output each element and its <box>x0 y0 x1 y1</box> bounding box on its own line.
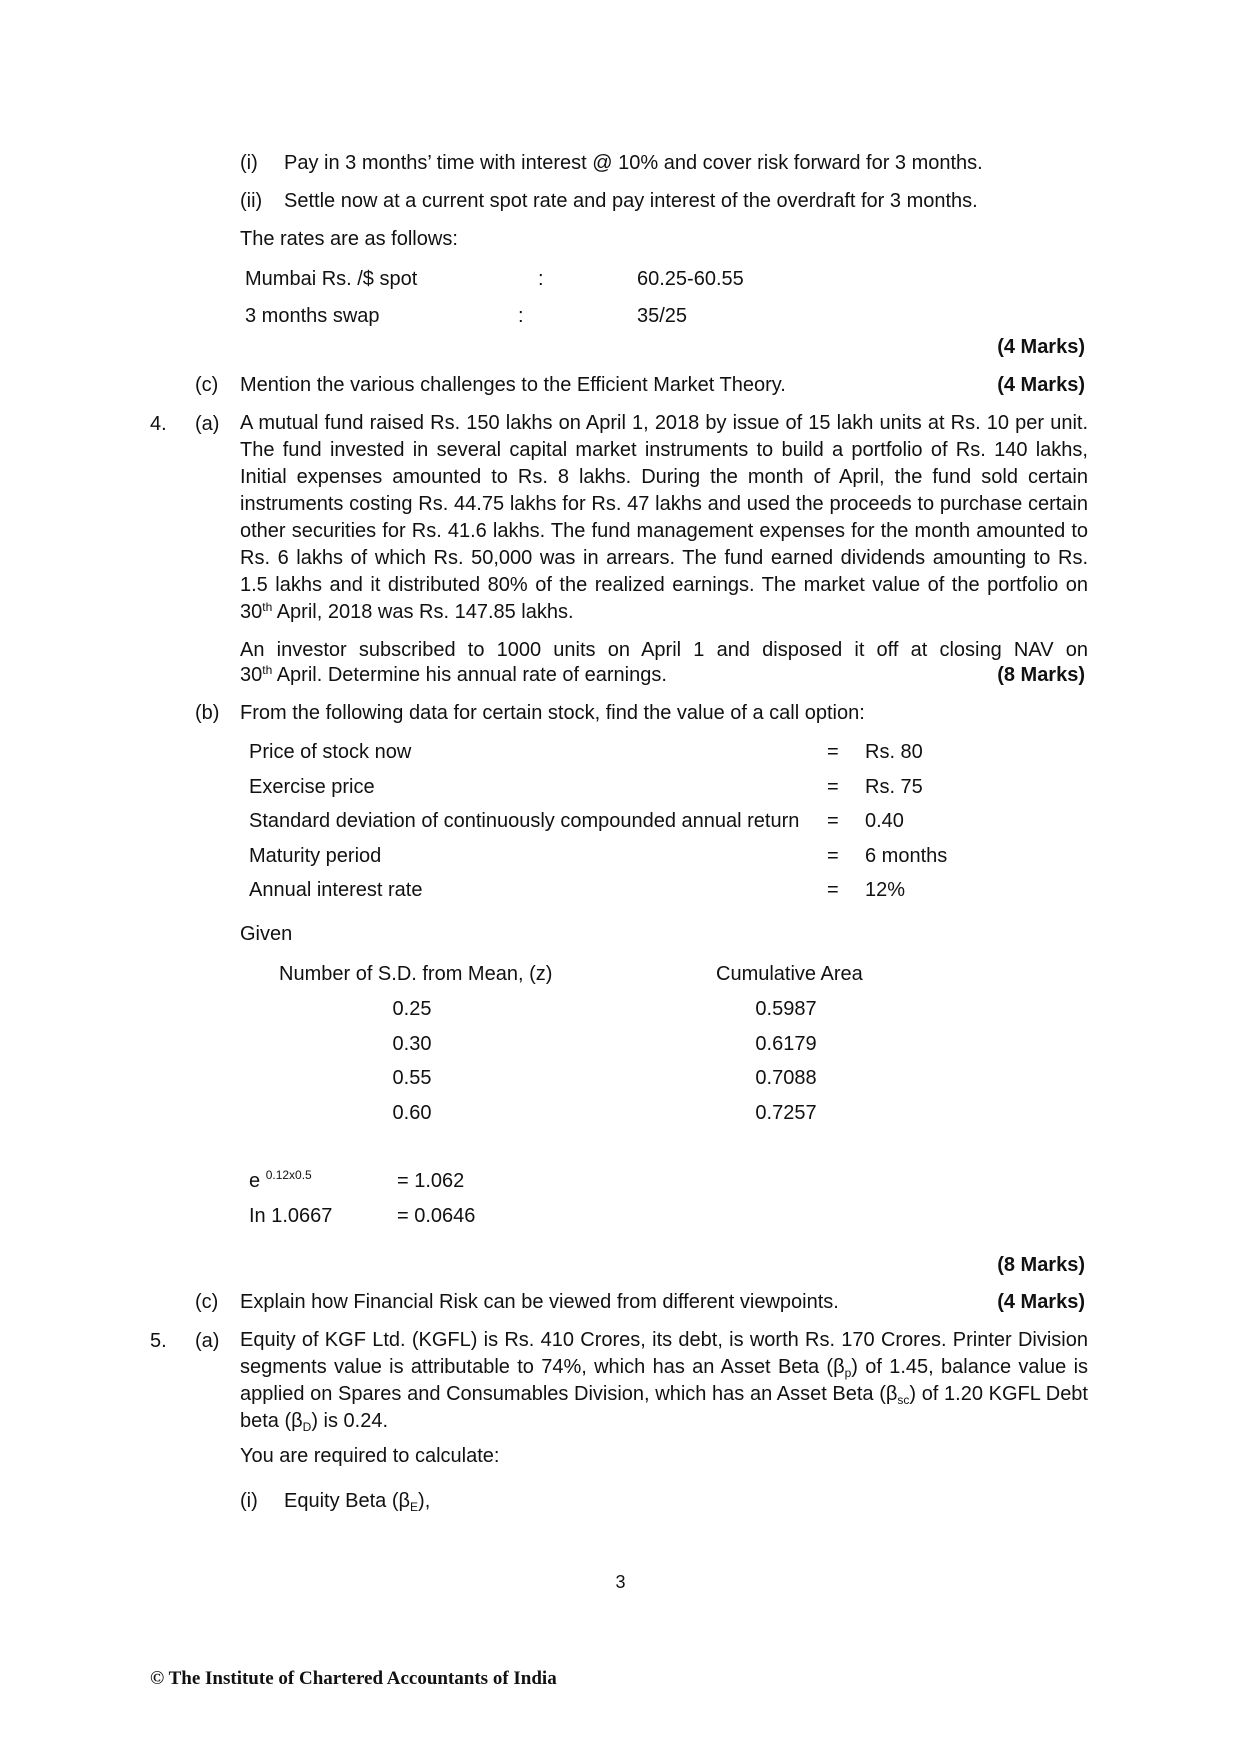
equals-sign: = <box>827 741 839 763</box>
log-value: = 0.0646 <box>397 1205 476 1227</box>
table-cell: 0.7257 <box>755 1102 817 1124</box>
rate-label: Mumbai Rs. /$ spot <box>245 268 418 290</box>
table-cell: 0.5987 <box>755 998 817 1020</box>
given-label: Given <box>240 923 293 945</box>
instruction-text: You are required to calculate: <box>240 1445 500 1467</box>
exponent-value: = 1.062 <box>397 1170 465 1192</box>
data-label: Maturity period <box>249 845 382 867</box>
exponent-expression: e $^{0.12x0.5}$ <box>249 1168 312 1192</box>
question-part-label: (c) <box>195 1291 219 1313</box>
data-label: Exercise price <box>249 776 375 798</box>
data-label: Standard deviation of continuously compounded annual return <box>249 810 800 832</box>
data-value: 0.40 <box>865 810 904 832</box>
table-cell: 0.25 <box>392 998 432 1020</box>
table-cell: 0.6179 <box>755 1033 817 1055</box>
equals-sign: = <box>827 776 839 798</box>
data-value: 6 months <box>865 845 948 867</box>
rate-value: 60.25-60.55 <box>637 268 744 290</box>
question-paragraph: A mutual fund raised Rs. 150 lakhs on April 1, 2018 by issue of 15 lakh units at Rs. 10 per unit. The fund invested in several capital market instruments to build a portfolio of Rs. 140 lakhs, Initial expenses amounted to Rs. 8 lakhs. During the month of April, the fund sold certain instruments costing Rs. 44.75 lakhs for Rs. 47 lakhs and used the proceeds to purchase certain other securities for Rs. 41.6 lakhs. The fund management expenses for the month amounted to Rs. 6 lakhs of which Rs. 50,000 was in arrears. The fund earned dividends amounting to Rs. 1.5 lakhs and it distributed 80% of the realized earnings. The market value of the portfolio on 30th April, 2018 was Rs. 147.85 lakhs. <box>240 412 1088 623</box>
marks-label: (8 Marks) <box>997 1254 1085 1276</box>
question-part-label: (c) <box>195 374 219 396</box>
equals-sign: = <box>827 879 839 901</box>
option-ii-label: (ii) <box>240 190 263 212</box>
question-paragraph: Equity of KGF Ltd. (KGFL) is Rs. 410 Crores, its debt, is worth Rs. 170 Crores. Printer Division segments value is attributable to 74%, which has an Asset Beta $(\beta_p)$ of 1.45, balance value is applied on Spares and Consumables Division, which has an Asset Beta $(\beta_{sc})$ of 1.20 KGFL Debt beta $(\beta_D)$ is 0.24. <box>240 1329 1089 1434</box>
copyright-footer: © The Institute of Chartered Accountants of India <box>150 1668 557 1689</box>
marks-label: (8 Marks) <box>997 664 1085 686</box>
data-label: Annual interest rate <box>249 879 423 901</box>
log-expression: In 1.0667 <box>249 1205 333 1227</box>
question-number: 5. <box>150 1330 167 1352</box>
question-paragraph-line: 30th April. Determine his annual rate of earnings. <box>240 663 667 686</box>
equals-sign: = <box>827 845 839 867</box>
option-i-text: Pay in 3 months’ time with interest @ 10% and cover risk forward for 3 months. <box>284 152 983 174</box>
data-label: Price of stock now <box>249 741 412 763</box>
data-value: 12% <box>865 879 906 901</box>
option-i-label: (i) <box>240 152 258 174</box>
page-number: 3 <box>615 1572 626 1592</box>
question-text: From the following data for certain stock, find the value of a call option: <box>240 702 865 724</box>
table-cell: 0.55 <box>392 1067 432 1089</box>
question-part-label: (b) <box>195 702 220 724</box>
marks-label: (4 Marks) <box>997 1291 1085 1313</box>
rate-label: 3 months swap <box>245 305 380 327</box>
rate-separator: : <box>538 268 544 290</box>
table-header: Number of S.D. from Mean, (z) <box>279 963 553 985</box>
marks-label: (4 Marks) <box>997 374 1085 396</box>
table-cell: 0.7088 <box>755 1067 817 1089</box>
sub-item-text: Equity Beta $(\beta_E)$, <box>284 1490 431 1514</box>
data-value: Rs. 75 <box>865 776 923 798</box>
sub-item-label: (i) <box>240 1490 258 1512</box>
option-ii-text: Settle now at a current spot rate and pay interest of the overdraft for 3 months. <box>284 190 978 212</box>
question-text: Explain how Financial Risk can be viewed from different viewpoints. <box>240 1291 839 1313</box>
table-cell: 0.30 <box>392 1033 432 1055</box>
question-part-label: (a) <box>195 1330 220 1352</box>
question-paragraph: An investor subscribed to 1000 units on April 1 and disposed it off at closing NAV on <box>240 639 1088 661</box>
rates-intro: The rates are as follows: <box>240 228 458 250</box>
table-cell: 0.60 <box>392 1102 432 1124</box>
rate-separator: : <box>518 305 524 327</box>
rate-value: 35/25 <box>637 305 688 327</box>
equals-sign: = <box>827 810 839 832</box>
table-header: Cumulative Area <box>716 963 863 985</box>
question-text: Mention the various challenges to the Efficient Market Theory. <box>240 374 786 396</box>
data-value: Rs. 80 <box>865 741 923 763</box>
marks-label: (4 Marks) <box>997 336 1085 358</box>
question-part-label: (a) <box>195 413 220 435</box>
question-number: 4. <box>150 413 167 435</box>
